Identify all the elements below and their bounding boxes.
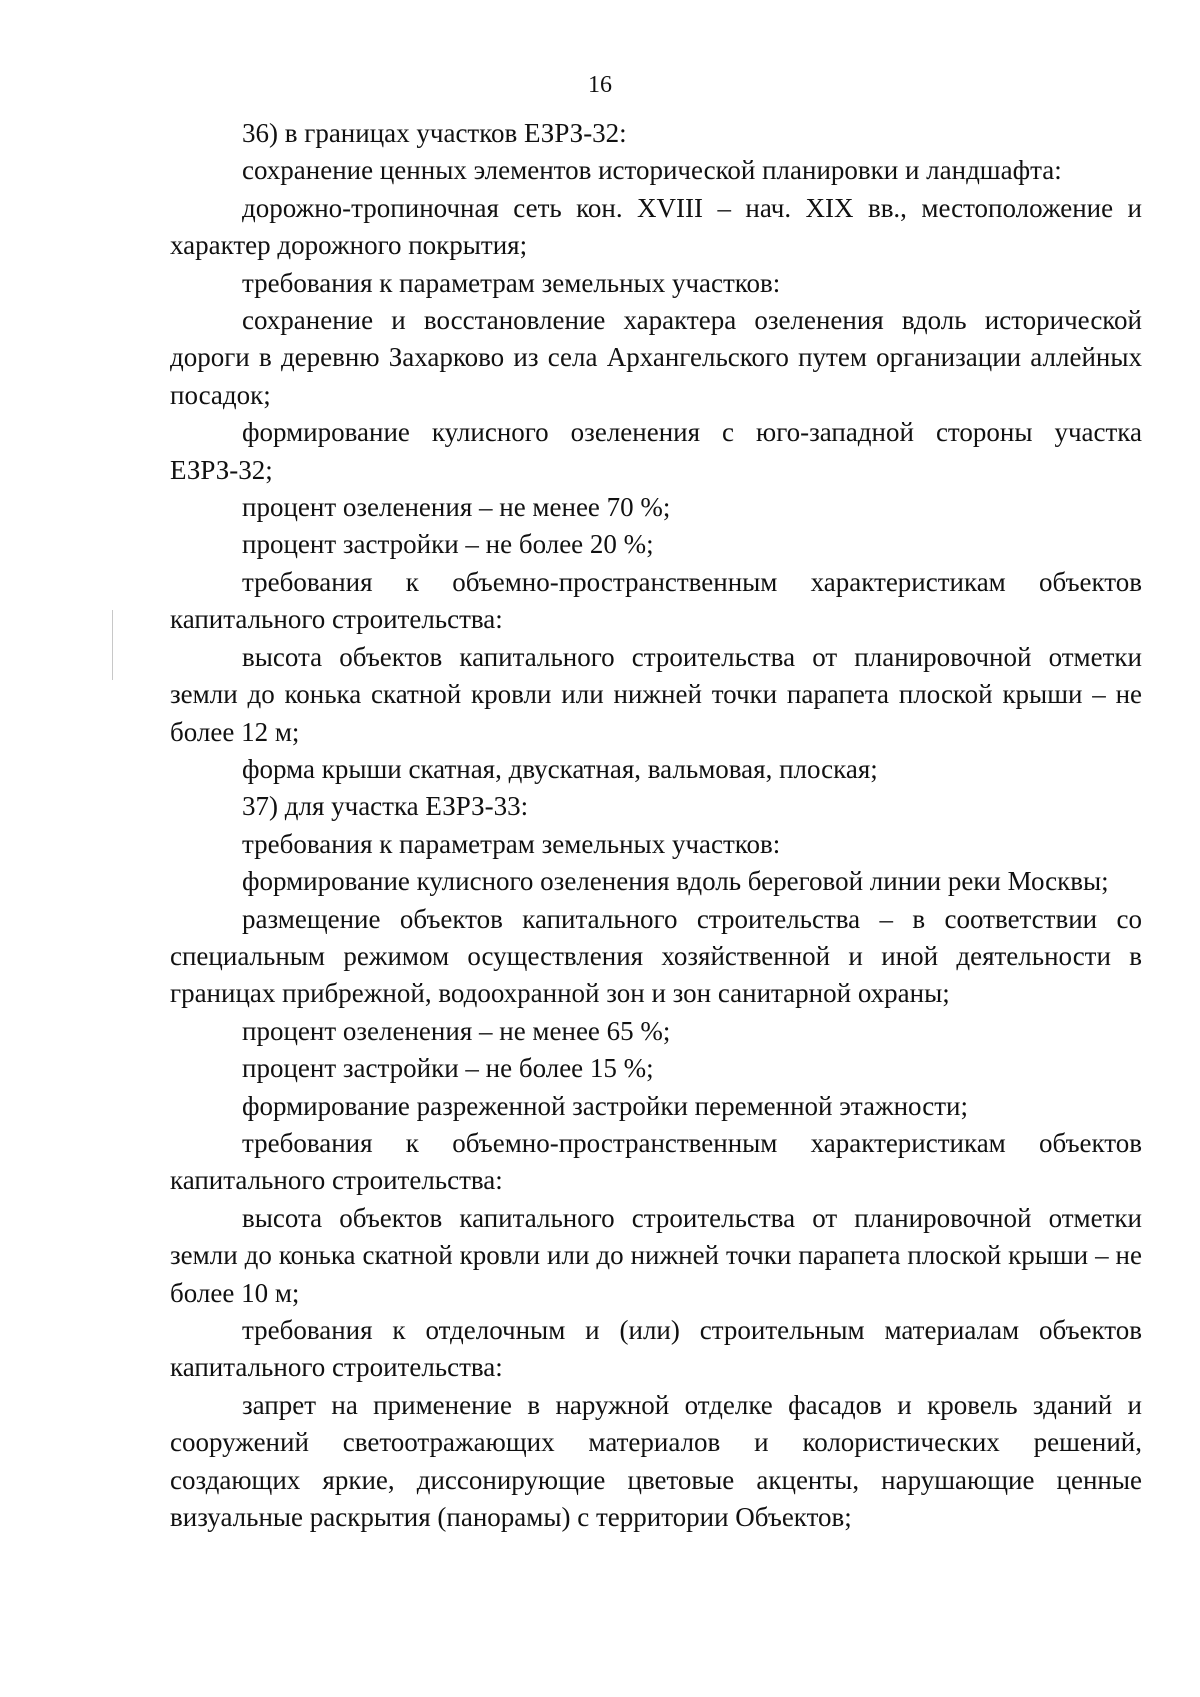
paragraph: размещение объектов капитального строительства – в соответствии со специальным режимом осуществления хозяйственной и иной деятельности в границах прибрежной, водоохранной зон и зон санитарной охраны;: [170, 903, 1142, 1009]
paragraph: процент застройки – не более 15 %;: [242, 1053, 654, 1084]
paragraph: запрет на применение в наружной отделке фасадов и кровель зданий и сооружений светоотражающих материалов и колористических решений, создающих яркие, диссонирующие цветовые акценты, нарушающие ценные визуальные раскрытия (панорамы) с территории Объектов;: [170, 1389, 1142, 1533]
paragraph: 37) для участка ЕЗРЗ-33:: [242, 791, 529, 822]
paragraph: сохранение ценных элементов исторической планировки и ландшафта:: [242, 155, 1062, 186]
paragraph: дорожно-тропиночная сеть кон. XVIII – нач. XIX вв., местоположение и характер дорожного покрытия;: [170, 192, 1142, 261]
paragraph: форма крыши скатная, двускатная, вальмовая, плоская;: [242, 753, 878, 784]
paragraph: требования к объемно-пространственным характеристикам объектов капитального строительства:: [170, 566, 1142, 635]
paragraph: процент озеленения – не менее 70 %;: [242, 492, 671, 523]
paragraph: требования к параметрам земельных участков:: [242, 828, 781, 859]
paragraph: формирование разреженной застройки переменной этажности;: [242, 1090, 968, 1121]
paragraph: высота объектов капитального строительства от планировочной отметки земли до конька скатной кровли или до нижней точки парапета плоской крыши – не более 10 м;: [170, 1202, 1142, 1308]
paragraph: сохранение и восстановление характера озеленения вдоль исторической дороги в деревню Захарково из села Архангельского путем организации аллейных посадок;: [170, 305, 1142, 410]
paragraph: требования к объемно-пространственным характеристикам объектов капитального строительства:: [170, 1127, 1142, 1196]
scan-artifact-line: [112, 610, 113, 680]
paragraph: формирование кулисного озеленения вдоль береговой линии реки Москвы;: [242, 866, 1109, 897]
paragraph: формирование кулисного озеленения с юго-западной стороны участка ЕЗРЗ-32;: [170, 417, 1142, 485]
paragraph: процент озеленения – не менее 65 %;: [242, 1015, 671, 1046]
paragraph: высота объектов капитального строительства от планировочной отметки земли до конька скатной кровли или нижней точки парапета плоской крыши – не более 12 м;: [170, 641, 1142, 747]
paragraph: процент застройки – не более 20 %;: [242, 529, 654, 560]
document-body: [170, 115, 1142, 1536]
page-number: 16: [588, 72, 612, 98]
paragraph: требования к отделочным и (или) строительным материалам объектов капитального строительства:: [170, 1315, 1142, 1383]
paragraph: требования к параметрам земельных участков:: [242, 267, 781, 298]
paragraph: 36) в границах участков ЕЗРЗ-32:: [242, 118, 627, 148]
